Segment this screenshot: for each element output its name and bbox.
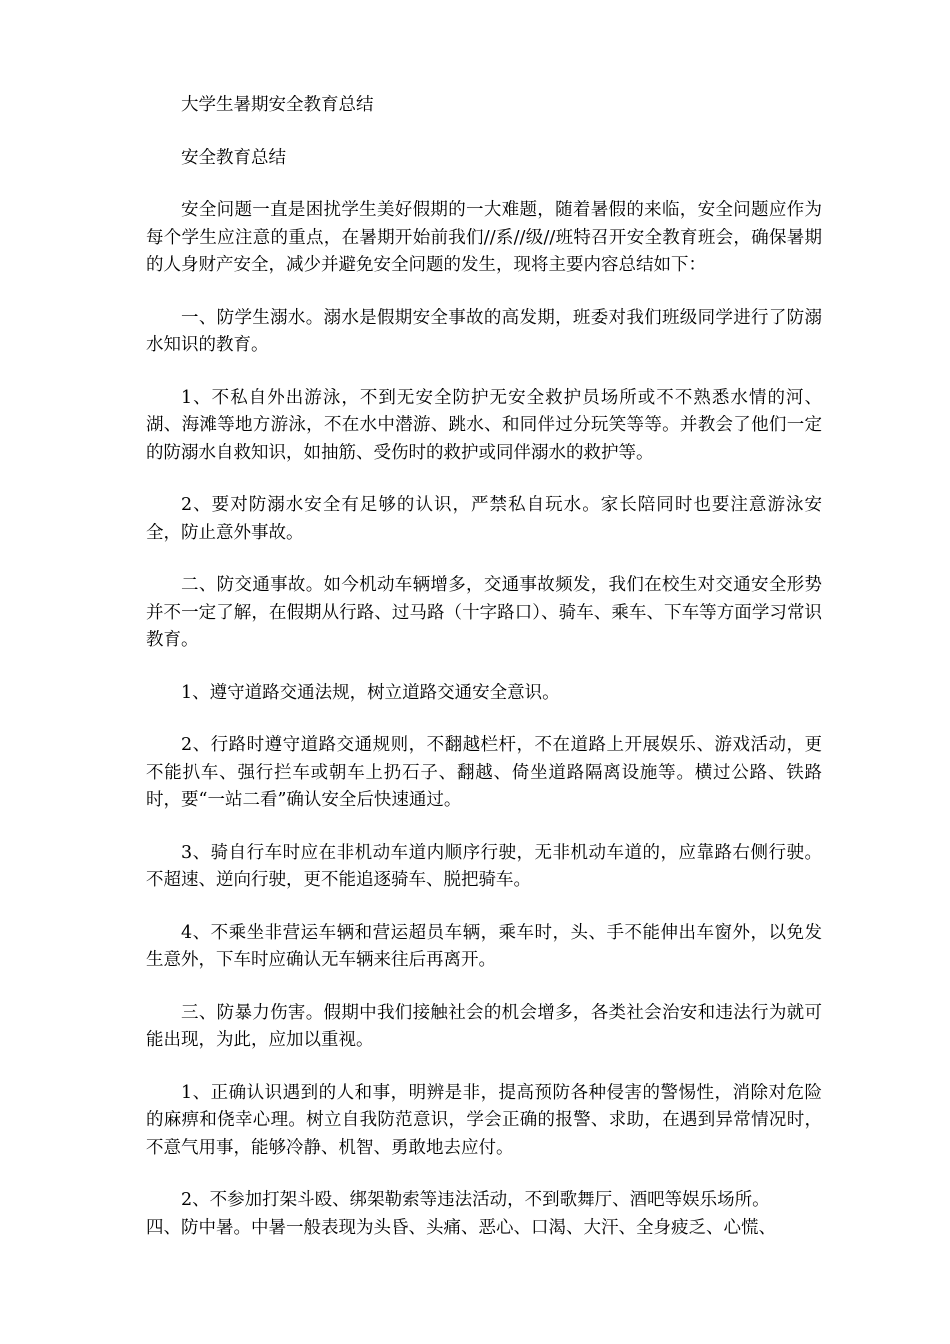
traffic-item-3: 3、骑自行车时应在非机动车道内顺序行驶，无非机动车道的，应靠路右侧行驶。不超速、逆向行驶，更不能追逐骑车、脱把骑车。 [146,842,822,890]
section-heading-drowning: 一、防学生溺水。溺水是假期安全事故的高发期，班委对我们班级同学进行了防溺水知识的教育。 [146,307,822,355]
section-heading-heatstroke: 四、防中暑。中暑一般表现为头昏、头痛、恶心、口渴、大汗、全身疲乏、心慌、 [146,1217,776,1238]
drowning-item-2: 2、要对防溺水安全有足够的认识，严禁私自玩水。家长陪同时也要注意游泳安全，防止意外事故。 [146,495,822,543]
section-heading-violence: 三、防暴力伤害。假期中我们接触社会的机会增多，各类社会治安和违法行为就可能出现，为此，应加以重视。 [146,1002,822,1050]
violence-item-1: 1、正确认识遇到的人和事，明辨是非，提高预防各种侵害的警惕性，消除对危险的麻痹和侥幸心理。树立自我防范意识，学会正确的报警、求助，在遇到异常情况时，不意气用事，能够冷静、机智、勇敢地去应付。 [146,1082,822,1158]
document-page [146,92,822,1242]
traffic-item-1: 1、遵守道路交通法规，树立道路交通安全意识。 [181,682,560,703]
traffic-item-4: 4、不乘坐非营运车辆和营运超员车辆，乘车时，头、手不能伸出车窗外，以免发生意外，下车时应确认无车辆来往后再离开。 [146,922,822,970]
drowning-item-1: 1、不私自外出游泳，不到无安全防护无安全救护员场所或不不熟悉水情的河、湖、海滩等地方游泳，不在水中潜游、跳水、和同伴过分玩笑等等。并教会了他们一定的防溺水自救知识，如抽筋、受伤时的救护或同伴溺水的救护等。 [146,387,822,463]
section-heading-traffic: 二、防交通事故。如今机动车辆增多，交通事故频发，我们在校生对交通安全形势并不一定了解，在假期从行路、过马路（十字路口）、骑车、乘车、下车等方面学习常识教育。 [146,575,822,650]
violence-item-2: 2、不参加打架斗殴、绑架勒索等违法活动，不到歌舞厅、酒吧等娱乐场所。 [181,1190,770,1210]
document-title: 大学生暑期安全教育总结 [181,95,374,115]
traffic-item-2: 2、行路时遵守道路交通规则，不翻越栏杆，不在道路上开展娱乐、游戏活动，更不能扒车、强行拦车或朝车上扔石子、翻越、倚坐道路隔离设施等。横过公路、铁路时，要“一站二看”确认安全后快速通过。 [146,735,822,810]
document-subtitle: 安全教育总结 [181,147,286,168]
intro-paragraph: 安全问题一直是困扰学生美好假期的一大难题，随着暑假的来临，安全问题应作为每个学生应注意的重点，在暑期开始前我们//系//级//班特召开安全教育班会，确保暑期的人身财产安全，减少并避免安全问题的发生，现将主要内容总结如下： [146,200,822,275]
